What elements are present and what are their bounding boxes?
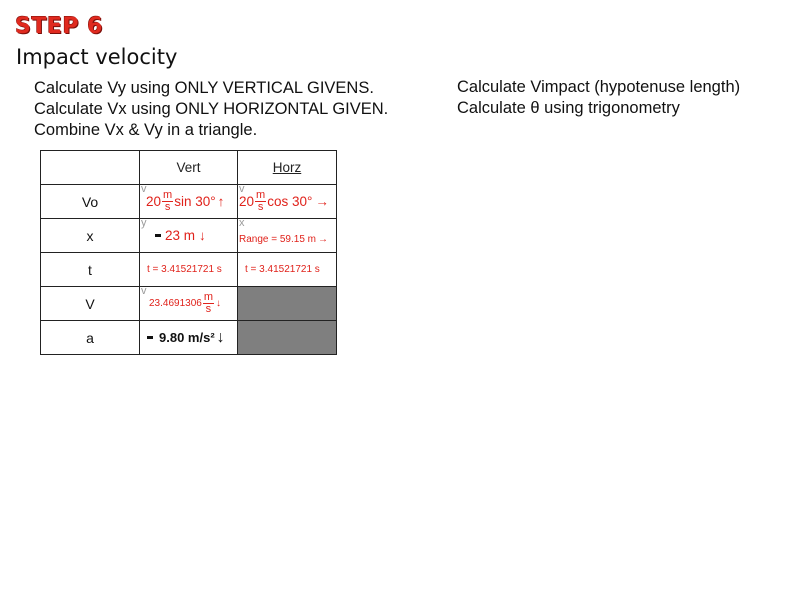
table-row-vo	[41, 185, 337, 219]
x-vert-value: 23 m	[165, 228, 196, 243]
arrow-up-icon: ↑	[217, 194, 225, 209]
minus-sign	[147, 336, 153, 339]
instruction-line: Calculate Vy using ONLY VERTICAL GIVENS.	[34, 79, 374, 97]
x-horz-value: Range = 59.15 m	[239, 234, 316, 245]
row-label-x: x	[41, 219, 140, 253]
cell-t-horz	[238, 253, 337, 287]
minus-sign	[155, 234, 161, 237]
arrow-down-icon: ↓	[199, 228, 206, 243]
cell-a-vert	[140, 321, 238, 355]
row-label-v: V	[41, 287, 140, 321]
header-vert: Vert	[140, 151, 238, 185]
cell-a-horz-shaded	[238, 321, 337, 355]
ghost-label: v	[141, 183, 147, 195]
vo-vert-trig: sin 30°	[174, 194, 216, 209]
ghost-label: y	[141, 217, 147, 229]
header-horz: Horz	[238, 151, 337, 185]
table-row-v	[41, 287, 337, 321]
cell-v-vert	[140, 287, 238, 321]
cell-vo-horz	[238, 185, 337, 219]
arrow-right-icon: →	[318, 234, 328, 245]
cell-x-horz	[238, 219, 337, 253]
arrow-down-icon: ↓	[216, 328, 225, 346]
ghost-label: x	[239, 217, 245, 229]
cell-t-vert	[140, 253, 238, 287]
arrow-right-icon: →	[315, 194, 329, 209]
unit-fraction: $\frac{m}{s}$	[256, 189, 266, 213]
unit-fraction: $\frac{m}{s}$	[163, 189, 173, 213]
vo-vert-coef: 20	[146, 194, 162, 209]
vo-horz-coef: 20	[239, 194, 255, 209]
instruction-line: Calculate Vx using ONLY HORIZONTAL GIVEN.	[34, 100, 389, 118]
table-header-row	[41, 151, 337, 185]
instruction-line: Combine Vx & Vy in a triangle.	[34, 121, 258, 139]
cell-v-horz-shaded	[238, 287, 337, 321]
cell-vo-vert	[140, 185, 238, 219]
left-instructions	[34, 78, 388, 141]
instruction-line: Calculate Vimpact (hypotenuse length)	[457, 78, 741, 96]
arrow-down-icon: ↓	[216, 298, 222, 309]
header-empty-cell	[41, 151, 140, 185]
t-vert-value: t = 3.41521721 s	[147, 264, 222, 275]
unit-fraction: $\frac{m}{s}$	[203, 291, 214, 315]
t-horz-value: t = 3.41521721 s	[245, 264, 320, 275]
table-row-t	[41, 253, 337, 287]
table-row-x	[41, 219, 337, 253]
table-row-a	[41, 321, 337, 355]
cell-x-vert	[140, 219, 238, 253]
ghost-label: v	[141, 285, 147, 297]
ghost-label: v	[239, 183, 245, 195]
row-label-t: t	[41, 253, 140, 287]
v-vert-value: 23.4691306	[149, 298, 202, 309]
a-vert-value: 9.80 m/s²	[159, 330, 215, 345]
step-title: STEP 6	[15, 14, 103, 39]
vo-horz-trig: cos 30°	[267, 194, 313, 209]
kinematics-table	[40, 150, 337, 355]
instruction-line: Calculate θ using trigonometry	[457, 99, 680, 117]
row-label-vo: Vo	[41, 185, 140, 219]
right-instructions	[457, 77, 740, 119]
row-label-a: a	[41, 321, 140, 355]
slide-subtitle: Impact velocity	[16, 45, 178, 69]
